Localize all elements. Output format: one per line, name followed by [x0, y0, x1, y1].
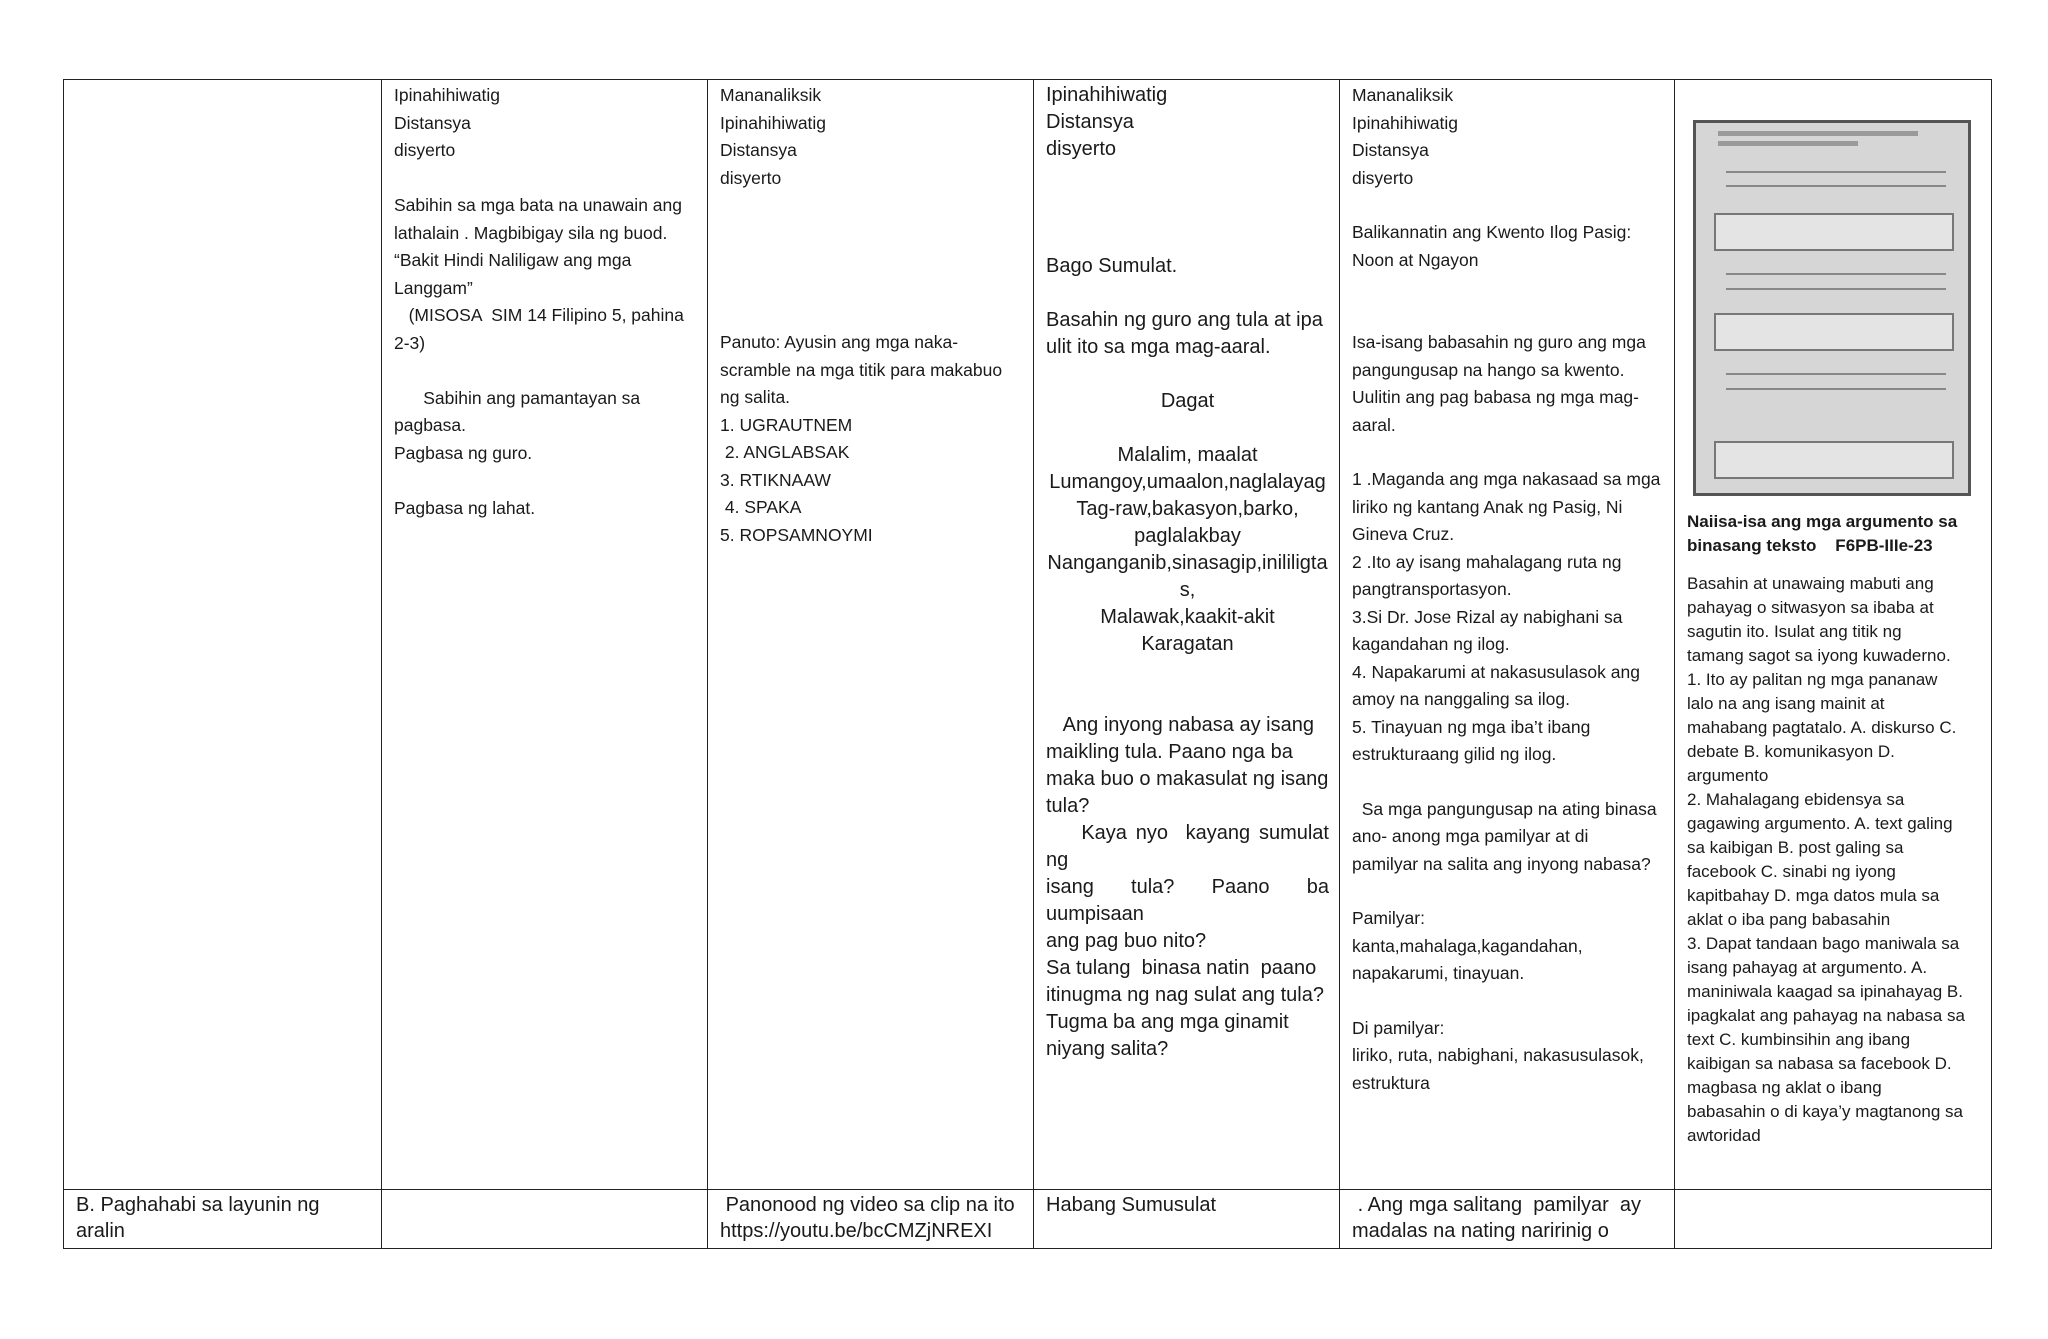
text-line: mahabang pagtatalo. A. diskurso C.	[1687, 718, 1957, 737]
cell-activity-col3	[708, 80, 1034, 1190]
cell-activity-col4	[1034, 80, 1340, 1190]
text-line: ng salita.	[720, 387, 791, 407]
text-line: isang tula? Paano ba uumpisaan	[1046, 876, 1335, 925]
text-line: Isa-isang babasahin ng guro ang mga	[1352, 332, 1646, 352]
text-line: B. Paghahabi sa layunin ng	[76, 1194, 320, 1216]
text-line: Karagatan	[1141, 633, 1234, 655]
text-line: 4. SPAKA	[720, 497, 802, 517]
text-line: pangtransportasyon.	[1352, 579, 1512, 599]
text-line: Balikannatin ang Kwento Ilog Pasig:	[1352, 222, 1632, 242]
text-line: maniniwala kaagad sa ipinahayag B.	[1687, 982, 1963, 1001]
text-line: disyerto	[394, 140, 456, 160]
text-line: maikling tula. Paano nga ba	[1046, 741, 1293, 763]
text-line: Lumangoy,umaalon,naglalayag	[1049, 471, 1326, 493]
text-line: 2-3)	[394, 332, 426, 353]
text-line: pangungusap na hango sa kwento.	[1352, 359, 1625, 380]
cell-row2-col3	[708, 1190, 1034, 1249]
text-line: isang pahayag at argumento. A.	[1687, 958, 1928, 977]
text-line: ano- anong mga pamilyar at di	[1352, 826, 1589, 846]
text-line: aaral.	[1352, 414, 1396, 435]
cell-row2-col6	[1675, 1190, 1992, 1249]
pamilyar-label: Pamilyar:	[1352, 908, 1425, 928]
text-line: kanta,mahalaga,kagandahan,	[1352, 935, 1583, 956]
text-line: Gineva Cruz.	[1352, 524, 1455, 544]
text-line: sa kaibigan B. post galing sa	[1687, 838, 1904, 857]
text-line: aklat o iba pang babasahin	[1687, 910, 1891, 929]
text-line: Basahin at unawaing mabuti ang	[1687, 574, 1934, 593]
text-line: niyang salita?	[1046, 1038, 1169, 1060]
text-line: awtoridad	[1687, 1126, 1761, 1145]
cell-activity-col2	[382, 80, 708, 1190]
text-line: amoy na nanggaling sa ilog.	[1352, 689, 1570, 709]
text-line: Sa mga pangungusap na ating binasa	[1352, 798, 1657, 819]
text-line: tamang sagot sa iyong kuwaderno.	[1687, 646, 1951, 665]
cell-row2-col2	[382, 1190, 708, 1249]
text-line: disyerto	[1046, 138, 1117, 160]
text-line: Mananaliksik	[720, 85, 822, 105]
text-line: 1. UGRAUTNEM	[720, 414, 853, 435]
text-line: babasahin o di kaya’y magtanong sa	[1687, 1102, 1963, 1121]
habang-sumusulat: Habang Sumusulat	[1046, 1194, 1217, 1216]
text-line: Mananaliksik	[1352, 85, 1454, 105]
text-line: maka buo o makasulat ng isang	[1046, 768, 1329, 790]
text-line: ipagkalat ang pahayag na nabasa sa	[1687, 1006, 1965, 1025]
text-line: s,	[1179, 579, 1196, 601]
text-line: 3.Si Dr. Jose Rizal ay nabighani sa	[1352, 606, 1623, 627]
text-line: 2. ANGLABSAK	[720, 442, 850, 462]
text-line: 2 .Ito ay isang mahalagang ruta ng	[1352, 551, 1622, 572]
text-line: Tag-raw,bakasyon,barko,	[1076, 498, 1299, 520]
text-line	[394, 165, 697, 193]
text-line: 1 .Maganda ang mga nakasaad sa mga	[1352, 469, 1661, 489]
text-line: 5. ROPSAMNOYMI	[720, 524, 873, 545]
text-line: kaibigan sa nabasa sa facebook D.	[1687, 1054, 1952, 1073]
text-line	[394, 357, 697, 385]
text-line: Panuto: Ayusin ang mga naka-	[720, 332, 959, 352]
text-line: scramble na mga titik para makabuo	[720, 359, 1003, 380]
text-line: Tugma ba ang mga ginamit	[1046, 1011, 1289, 1033]
text-line: Uulitin ang pag babasa ng mga mag-	[1352, 387, 1639, 407]
cell-activity-col6	[1675, 80, 1992, 1190]
text-line: 4. Napakarumi at nakasusulasok ang	[1352, 661, 1640, 682]
text-line: (MISOSA SIM 14 Filipino 5, pahina	[394, 305, 684, 325]
text-line: lathalain . Magbibigay sila ng buod.	[394, 222, 668, 243]
text-line: Kaya nyo kayang sumulat ng	[1046, 822, 1335, 871]
text-line: itinugma ng nag sulat ang tula?	[1046, 984, 1324, 1006]
text-line: gagawing argumento. A. text galing	[1687, 814, 1953, 833]
text-line: Distansya	[720, 140, 797, 160]
text-line: facebook C. sinabi ng iyong	[1687, 862, 1896, 881]
text-line: liriko ng kantang Anak ng Pasig, Ni	[1352, 496, 1623, 517]
text-line: text C. kumbinsihin ang ibang	[1687, 1030, 1911, 1049]
text-line: aralin	[76, 1220, 125, 1242]
text-line: Malawak,kaakit-akit	[1100, 606, 1275, 628]
worksheet-image	[1693, 120, 1971, 496]
text-line: estruktura	[1352, 1072, 1430, 1093]
text-line: Sa tulang binasa natin paano	[1046, 957, 1317, 979]
text-line: Pagbasa ng lahat.	[394, 497, 536, 518]
text-line: Ipinahihiwatig	[720, 112, 827, 133]
cell-row2-col4	[1034, 1190, 1340, 1249]
text-line: 3. Dapat tandaan bago maniwala sa	[1687, 934, 1960, 953]
text-line: Naiisa-isa ang mga argumento sa	[1687, 512, 1958, 531]
text-line: pahayag o sitwasyon sa ibaba at	[1687, 598, 1934, 617]
lesson-plan-table	[63, 79, 1992, 1249]
text-line: Pagbasa ng guro.	[394, 442, 533, 463]
text-line: . Ang mga salitang pamilyar ay	[1352, 1194, 1642, 1216]
poem-title: Dagat	[1160, 390, 1215, 412]
text-line: 3. RTIKNAAW	[720, 469, 831, 490]
text-line: lalo na ang isang mainit at	[1687, 694, 1885, 713]
text-line: 5. Tinayuan ng mga iba’t ibang	[1352, 716, 1591, 737]
text-line: paglalakbay	[1134, 525, 1241, 547]
text-line: Distansya	[1352, 140, 1429, 160]
text-line: disyerto	[720, 167, 782, 188]
text-line: Sabihin sa mga bata na unawain ang	[394, 195, 682, 215]
bago-sumulat-heading: Bago Sumulat.	[1046, 255, 1178, 277]
di-pamilyar-label: Di pamilyar:	[1352, 1017, 1445, 1038]
text-line: pamilyar na salita ang inyong nabasa?	[1352, 853, 1651, 874]
text-line: Noon at Ngayon	[1352, 249, 1479, 270]
text-line: https://youtu.be/bcCMZjNREXI	[720, 1220, 993, 1242]
text-line: pagbasa.	[394, 415, 467, 435]
text-line: binasang teksto F6PB-IIIe-23	[1687, 536, 1933, 555]
cell-row2-col1	[64, 1190, 382, 1249]
text-line: Distansya	[1046, 111, 1134, 133]
cell-activity-col5	[1340, 80, 1675, 1190]
text-line: ang pag buo nito?	[1046, 930, 1207, 952]
text-line: madalas na nating naririnig o	[1352, 1220, 1609, 1242]
text-line: Langgam”	[394, 277, 473, 298]
text-line: “Bakit Hindi Naliligaw ang mga	[394, 250, 632, 270]
text-line: Ipinahihiwatig	[394, 85, 501, 105]
text-line: Malalim, maalat	[1117, 444, 1258, 466]
text-line: ulit ito sa mga mag-aaral.	[1046, 336, 1271, 358]
table-row	[64, 80, 1992, 1190]
text-line: Panonood ng video sa clip na ito	[720, 1194, 1015, 1216]
cell-empty	[64, 80, 382, 1190]
text-line: Ang inyong nabasa ay isang	[1046, 714, 1314, 736]
text-line: napakarumi, tinayuan.	[1352, 963, 1525, 983]
text-line: kagandahan ng ilog.	[1352, 634, 1510, 654]
text-line: Sabihin ang pamantayan sa	[394, 387, 641, 408]
text-line: disyerto	[1352, 167, 1414, 188]
text-line: Ipinahihiwatig	[1352, 112, 1459, 133]
text-line: estrukturaang gilid ng ilog.	[1352, 744, 1557, 764]
text-line: liriko, ruta, nabighani, nakasusulasok,	[1352, 1045, 1644, 1065]
text-line: 1. Ito ay palitan ng mga pananaw	[1687, 670, 1938, 689]
text-line: magbasa ng aklat o ibang	[1687, 1078, 1882, 1097]
text-line: 2. Mahalagang ebidensya sa	[1687, 790, 1905, 809]
text-line	[394, 467, 697, 495]
text-line: debate B. komunikasyon D.	[1687, 742, 1895, 761]
text-line: Basahin ng guro ang tula at ipa	[1046, 309, 1323, 331]
text-line: Distansya	[394, 112, 471, 133]
text-line: Nanganganib,sinasagip,inililigta	[1047, 552, 1328, 574]
text-line: kapitbahay D. mga datos mula sa	[1687, 886, 1940, 905]
cell-row2-col5	[1340, 1190, 1675, 1249]
table-row	[64, 1190, 1992, 1249]
text-line: argumento	[1687, 766, 1769, 785]
text-line: sagutin ito. Isulat ang titik ng	[1687, 622, 1902, 641]
text-line: tula?	[1046, 795, 1090, 817]
text-line: Ipinahihiwatig	[1046, 84, 1168, 106]
